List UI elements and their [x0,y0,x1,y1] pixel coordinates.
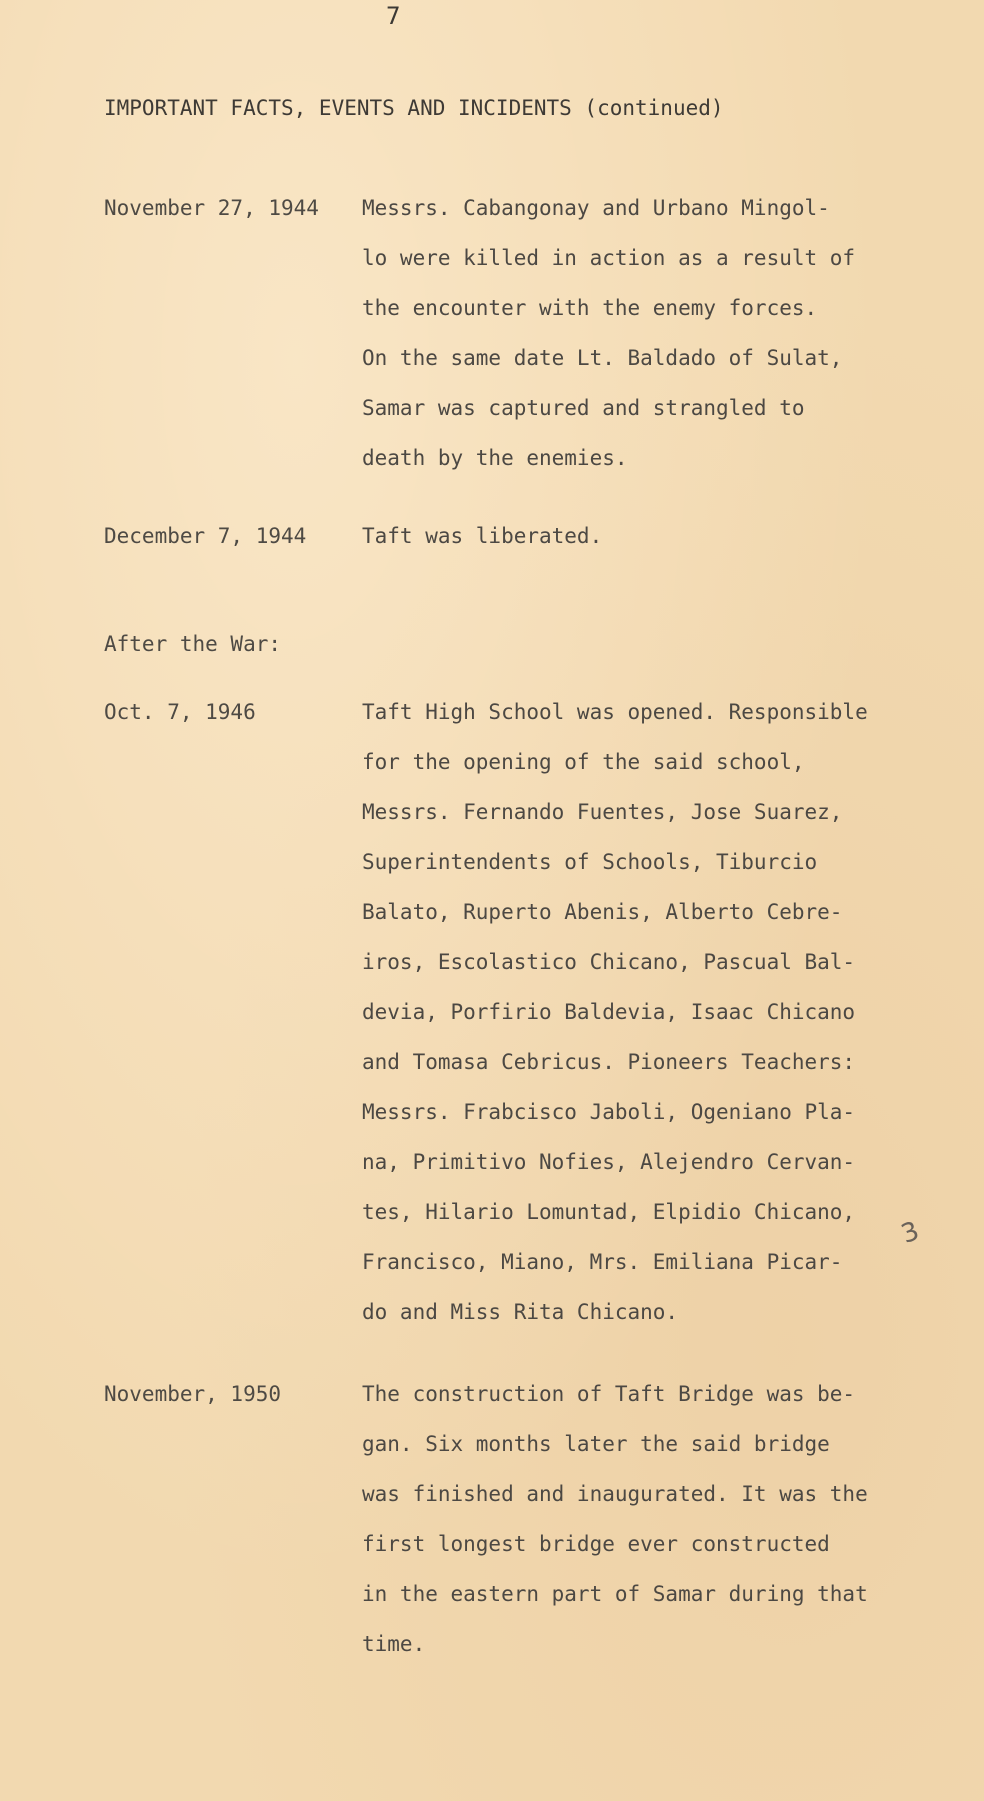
entry-line: na, Primitivo Nofies, Alejendro Cervan- [362,1150,856,1174]
entry-line: do and Miss Rita Chicano. [362,1300,679,1324]
margin-mark: 3 [897,1216,924,1250]
entry-line: was finished and inaugurated. It was the [362,1482,868,1506]
entry-line: Messrs. Cabangonay and Urbano Mingol- [362,196,830,220]
entry-line: lo were killed in action as a result of [362,246,856,270]
entry-date: Oct. 7, 1946 [104,700,256,724]
entry-line: Balato, Ruperto Abenis, Alberto Cebre- [362,900,843,924]
entry-date: November 27, 1944 [104,196,319,220]
entry-line: Superintendents of Schools, Tiburcio [362,850,818,874]
page-number: 7 [386,2,401,30]
entry-line: gan. Six months later the said bridge [362,1432,830,1456]
page-heading: IMPORTANT FACTS, EVENTS AND INCIDENTS (continued) [104,96,724,120]
entry-line: death by the enemies. [362,446,628,470]
entry-text [362,1369,882,1669]
entry-line: in the eastern part of Samar during that [362,1582,868,1606]
entry-line: time. [362,1632,426,1656]
entry-line: and Tomasa Cebricus. Pioneers Teachers: [362,1050,856,1074]
entry-text [362,511,882,561]
entry-line: the encounter with the enemy forces. [362,296,818,320]
entry-line: Messrs. Fernando Fuentes, Jose Suarez, [362,800,843,824]
entry-line: Samar was captured and strangled to [362,396,805,420]
entry-line: first longest bridge ever constructed [362,1532,830,1556]
entry-line: The construction of Taft Bridge was be- [362,1382,856,1406]
entry-date: December 7, 1944 [104,524,307,548]
entry-line: iros, Escolastico Chicano, Pascual Bal- [362,950,856,974]
entry-line: Francisco, Miano, Mrs. Emiliana Picar- [362,1250,843,1274]
entry-line: Taft High School was opened. Responsible [362,700,868,724]
entry-date: November, 1950 [104,1382,282,1406]
entry-line: tes, Hilario Lomuntad, Elpidio Chicano, [362,1200,856,1224]
entry-line: Messrs. Frabcisco Jaboli, Ogeniano Pla- [362,1100,856,1124]
entry-line: Taft was liberated. [362,524,603,548]
entry-line: On the same date Lt. Baldado of Sulat, [362,346,843,370]
entry-line: for the opening of the said school, [362,750,805,774]
entry-text [362,687,882,1337]
section-label: After the War: [104,632,282,656]
entry-line: devia, Porfirio Baldevia, Isaac Chicano [362,1000,856,1024]
entry-text [362,183,882,483]
